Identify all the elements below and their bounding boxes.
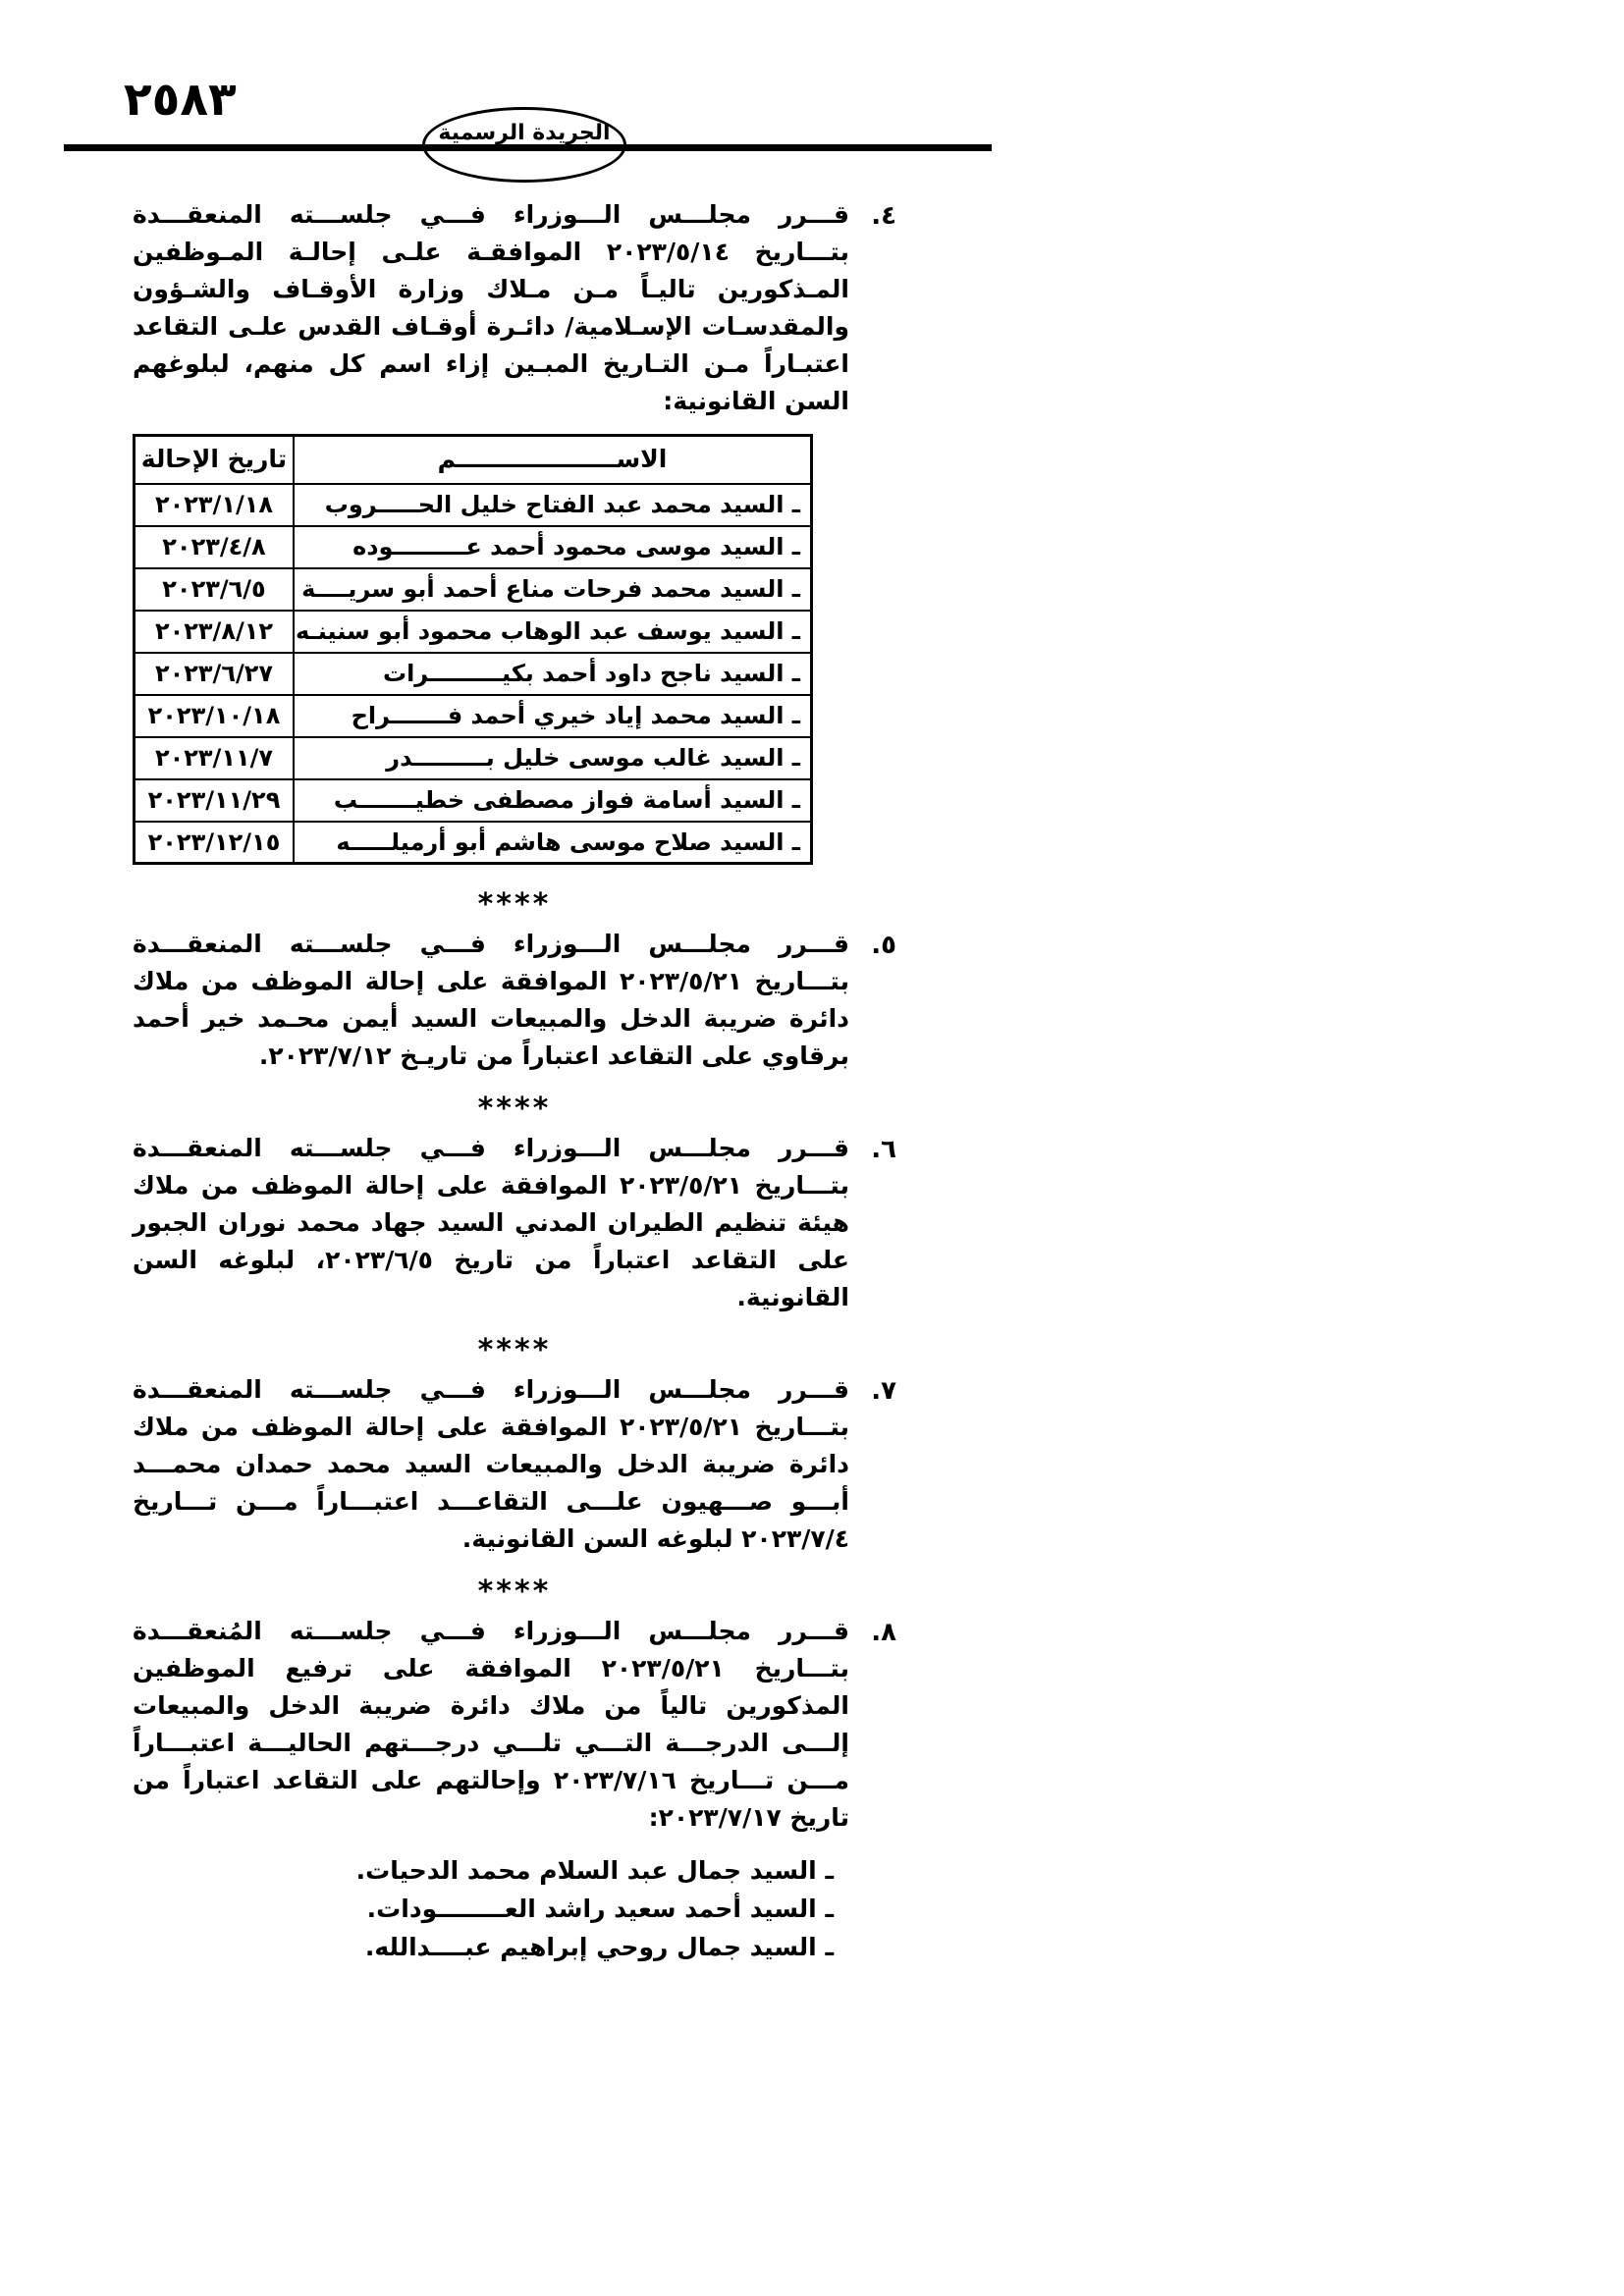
- referral-date-cell: ٢٠٢٣/٦/٥: [135, 568, 294, 611]
- section-separator: ****: [477, 1333, 552, 1367]
- employee-name-cell: ـ السيد محمد إياد خيري أحمد فـــــــراح: [294, 695, 812, 737]
- decision-text-4: قـــرر مجلـــس الـــوزراء فـــي جلســـته المنعقـــدة بتـــاريخ ٢٠٢٣/٥/١٤ الموافقـة علـى إحالـة المـوظفين المـذكورين تاليـاً مـن مـلاك وزارة الأوقـاف والشـؤون والمقدسـات الإسـلامية/ دائـرة أوقـاف القدس علـى التقاعد اعتبـاراً مـن التـاريخ المبـين إزاء اسم كل منهم، لبلوغهم السن القانونية:: [133, 200, 849, 415]
- employee-name-cell: ـ السيد ناجح داود أحمد بكيـــــــــرات: [294, 653, 812, 695]
- item-number-4: ٤.: [871, 201, 896, 231]
- employee-name-cell: ـ السيد أسامة فواز مصطفى خطيـــــــب: [294, 779, 812, 822]
- section-separator: ****: [477, 887, 552, 922]
- table-row: [135, 653, 812, 695]
- promoted-employees-list: [133, 1852, 834, 1966]
- employee-name-cell: ـ السيد محمد عبد الفتاح خليل الحـــــروب: [294, 484, 812, 526]
- decision-item-6: [133, 1130, 896, 1316]
- promoted-employee-name: ـ السيد جمال روحي إبراهيم عبــــدالله.: [364, 1932, 834, 1961]
- table-row: [135, 568, 812, 611]
- decision-text-6: قـــرر مجلـــس الـــوزراء فـــي جلســـته المنعقـــدة بتـــاريخ ٢٠٢٣/٥/٢١ الموافقة على إحالة الموظف من ملاك هيئة تنظيم الطيران المدني السيد جهاد محمد نوران الجبور على التقاعد اعتباراً من تاريخ ٢٠٢٣/٦/٥، لبلوغه السن القانونية.: [133, 1134, 849, 1311]
- employee-name-cell: ـ السيد محمد فرحات مناع أحمد أبو سريــــة: [294, 568, 812, 611]
- table-row: [135, 695, 812, 737]
- promoted-employee-name: ـ السيد أحمد سعيد راشد العــــــــودات.: [366, 1894, 834, 1923]
- name-column-header: الاســـــــــــــــــــم: [294, 436, 812, 484]
- page-number: ٢٥٨٣: [124, 73, 237, 127]
- referral-date-cell: ٢٠٢٣/١١/٧: [135, 737, 294, 779]
- referral-date-cell: ٢٠٢٣/٤/٨: [135, 526, 294, 568]
- referral-date-cell: ٢٠٢٣/١١/٢٩: [135, 779, 294, 822]
- referral-date-cell: ٢٠٢٣/١٠/١٨: [135, 695, 294, 737]
- decision-text-5: قـــرر مجلـــس الـــوزراء فـــي جلســـته المنعقـــدة بتـــاريخ ٢٠٢٣/٥/٢١ الموافقة على إحالة الموظف من ملاك دائرة ضريبة الدخل والمبيعات السيد أيمن محـمد خير أحمد برقاوي على التقاعد اعتباراً من تاريـخ ٢٠٢٣/٧/١٢.: [133, 930, 849, 1070]
- item-number-8: ٨.: [871, 1618, 896, 1647]
- date-column-header: تاريخ الإحالة: [135, 436, 294, 484]
- table-row: [135, 484, 812, 526]
- section-separator: ****: [477, 1575, 552, 1609]
- decision-text-8: قـــرر مجلـــس الـــوزراء فـــي جلســـته المُنعقـــدة بتـــاريخ ٢٠٢٣/٥/٢١ الموافقة على ترفيع الموظفين المذكورين تالياً من ملاك دائرة ضريبة الدخل والمبيعات إلـــى الدرجـــة التـــي تلـــي درجـــتهم الحاليـــة اعتبـــاراً مـــن تـــاريخ ٢٠٢٣/٧/١٦ وإحالتهم على التقاعد اعتباراً من تاريخ ٢٠٢٣/٧/١٧:: [133, 1617, 849, 1832]
- employee-name-cell: ـ السيد غالب موسى خليل بـــــــــدر: [294, 737, 812, 779]
- gazette-badge: [422, 107, 626, 183]
- item-number-5: ٥.: [871, 931, 896, 960]
- referral-date-cell: ٢٠٢٣/٨/١٢: [135, 611, 294, 653]
- decision-item-4: [133, 196, 896, 420]
- decision-item-5: [133, 926, 896, 1075]
- item-number-7: ٧.: [871, 1376, 896, 1406]
- employee-name-cell: ـ السيد صلاح موسى هاشم أبو أرميلـــــه: [294, 822, 812, 864]
- referral-date-cell: ٢٠٢٣/٦/٢٧: [135, 653, 294, 695]
- referral-table: [133, 434, 813, 865]
- decision-item-7: [133, 1371, 896, 1558]
- table-header-row: [135, 436, 812, 484]
- table-row: [135, 611, 812, 653]
- referral-date-cell: ٢٠٢٣/١/١٨: [135, 484, 294, 526]
- employee-name-cell: ـ السيد يوسف عبد الوهاب محمود أبو سنينـه: [294, 611, 812, 653]
- page-body: [133, 196, 896, 1966]
- gazette-badge-label: الجريدة الرسمية: [438, 121, 611, 145]
- employee-name-cell: ـ السيد موسى محمود أحمد عـــــــــوده: [294, 526, 812, 568]
- table-row: [135, 526, 812, 568]
- item-number-6: ٦.: [871, 1135, 896, 1164]
- decision-text-7: قـــرر مجلـــس الـــوزراء فـــي جلســـته المنعقـــدة بتـــاريخ ٢٠٢٣/٥/٢١ الموافقة على إحالة الموظف من ملاك دائرة ضريبة الدخل والمبيعات السيد محمد حمدان محمـــد أبـــو صـــهيون علـــى التقاعـــد اعتبـــاراً مـــن تـــاريخ ٢٠٢٣/٧/٤ لبلوغه السن القانونية.: [133, 1375, 849, 1553]
- table-row: [135, 822, 812, 864]
- referral-date-cell: ٢٠٢٣/١٢/١٥: [135, 822, 294, 864]
- promoted-employee-name: ـ السيد جمال عبد السلام محمد الدحيات.: [355, 1856, 834, 1885]
- table-row: [135, 737, 812, 779]
- section-separator: ****: [477, 1092, 552, 1126]
- table-row: [135, 779, 812, 822]
- decision-item-8: [133, 1613, 896, 1837]
